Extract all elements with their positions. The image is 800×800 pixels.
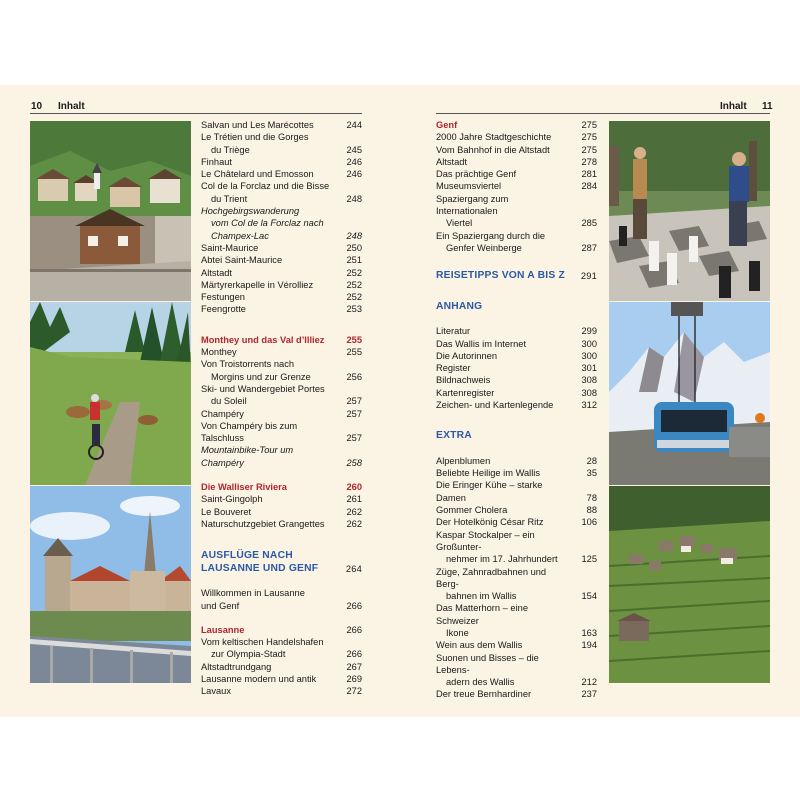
toc-entry-title: Kaspar Stockalper – ein Großunter- [436,529,535,552]
toc-entry-page: 154 [581,591,597,602]
toc-entry-title: Finhaut [201,156,233,167]
header-rule-right [436,113,770,114]
toc-entry[interactable] [201,217,362,229]
toc-entry[interactable] [436,131,597,143]
toc-entry-page: 256 [346,371,362,382]
toc-entry-page: 257 [346,408,362,419]
toc-entry-page: 194 [581,640,597,651]
chapter-title-line2: LAUSANNE UND GENF [201,562,319,574]
toc-entry-title: Ein Spaziergang durch die [436,230,546,241]
toc-entry[interactable] [201,673,362,685]
toc-entry-page: 299 [581,326,597,337]
giant-chess-geneva-photo [609,121,770,301]
toc-entry-page: 28 [586,455,597,466]
toc-entry-page: 88 [586,505,597,516]
toc-entry-page: 125 [581,554,597,565]
toc-entry[interactable] [201,358,362,370]
toc-entry-title: Von Champéry bis zum Talschluss [201,420,298,444]
toc-entry[interactable] [436,676,597,688]
toc-entry[interactable] [201,267,362,279]
toc-entry-page: 253 [346,304,362,315]
toc-entry-title: du Triège [211,144,250,155]
toc-entry-title: und Genf [201,600,240,611]
toc-entry-title: Col de la Forclaz und die Bisse [201,181,330,192]
toc-entry[interactable] [201,180,362,192]
toc-entry-title: Das prächtige Genf [436,169,517,180]
toc-entry[interactable] [201,144,362,156]
toc-entry[interactable] [436,338,597,350]
toc-entry-page: 300 [581,338,597,349]
toc-entry-title: Museumsviertel [436,181,502,192]
toc-entry-title: Le Châtelard und Emosson [201,169,314,180]
toc-entry-title: bahnen im Wallis [446,591,517,602]
toc-entry[interactable] [436,217,597,229]
toc-entry-title: Hochgebirgswanderung [201,206,300,217]
toc-entry[interactable] [201,254,362,266]
toc-entry-page: 252 [346,279,362,290]
toc-entry-page: 246 [346,156,362,167]
toc-entry[interactable] [201,205,362,217]
toc-entry-title: Salvan und Les Marécottes [201,120,314,130]
toc-section-monthey[interactable]: Monthey und das Val d’Illiez 255 [201,334,362,345]
toc-entry[interactable] [201,518,362,530]
toc-entry-title: Ski- und Wandergebiet Portes [201,383,325,394]
toc-entry-title: Saint-Maurice [201,242,259,253]
toc-entry[interactable] [201,303,362,315]
toc-entry-page: 278 [581,156,597,167]
toc-entry[interactable] [201,383,362,395]
toc-entry-title: Morgins und zur Grenze [211,371,311,382]
toc-entry[interactable] [436,639,597,651]
toc-entry-title: Der Hotelkönig César Ritz [436,517,544,528]
toc-entry[interactable] [436,688,597,700]
toc-entry[interactable] [436,374,597,386]
toc-entry-page: 255 [346,347,362,358]
toc-entry[interactable] [201,371,362,383]
toc-entry-title: Lausanne modern und antik [201,673,317,684]
header-rule-left [30,113,362,114]
mountain-biker-cows-photo [30,302,191,485]
toc-entry-title: Monthey [201,347,237,358]
toc-entry-title: Lavaux [201,686,231,697]
toc-entry[interactable] [201,648,362,660]
page-number-right: 11 [762,101,773,112]
toc-entry[interactable] [436,455,597,467]
toc-entry[interactable] [201,685,362,697]
toc-entry-title: Kartenregister [436,387,495,398]
toc-entry-title: Züge, Zahnradbahnen und Berg- [436,566,547,589]
toc-entry-title: Zeichen- und Kartenlegende [436,400,554,411]
toc-entry-page: 312 [581,400,597,411]
lausanne-cathedral-photo [30,486,191,683]
alpine-village-photo [30,121,191,301]
toc-entry[interactable] [436,504,597,516]
toc-entry[interactable] [436,529,597,554]
toc-entry-page: 35 [586,468,597,479]
toc-entry[interactable] [201,291,362,303]
toc-entry[interactable] [436,652,597,677]
toc-entry[interactable] [436,516,597,528]
toc-entry-page: 267 [346,661,362,672]
toc-entry-page: 245 [346,144,362,155]
toc-entry-page: 266 [346,600,362,611]
toc-entry-page: 281 [581,169,597,180]
toc-chapter-extra[interactable]: EXTRA [436,430,472,442]
toc-entry-title: Viertel [446,218,473,229]
toc-entry-page: 262 [346,518,362,529]
toc-entry[interactable] [436,230,597,242]
toc-entry[interactable] [201,444,362,469]
toc-entry-page: 106 [581,517,597,528]
toc-entry-page: 261 [346,494,362,505]
toc-entry-title: Champex-Lac [211,230,269,241]
toc-entry-page: 244 [346,120,362,130]
toc-entry-title: Altstadtrundgang [201,661,272,672]
toc-entry[interactable] [436,325,597,337]
toc-entry-title: du Trient [211,193,248,204]
toc-entry-page: 163 [581,628,597,638]
toc-entry[interactable] [201,193,362,205]
toc-left [201,119,362,698]
toc-entry[interactable] [201,661,362,673]
toc-entry-page: 252 [346,292,362,303]
toc-entry-title: nehmer im 17. Jahrhundert [446,554,558,565]
toc-entry-title: Wein aus dem Wallis [436,640,523,651]
toc-entry[interactable] [201,600,362,612]
toc-entry[interactable] [201,346,362,358]
toc-entry-page: 284 [581,181,597,192]
chapter-title-line1: AUSFLÜGE NACH [201,550,293,562]
toc-entry-title: Le Bouveret [201,506,252,517]
toc-entry[interactable] [436,627,597,639]
toc-entry-page: 250 [346,242,362,253]
toc-entry-title: du Soleil [211,396,247,407]
toc-entry-title: Märtyrerkapelle in Vérolliez [201,279,314,290]
toc-entry-page: 248 [346,193,362,204]
toc-right [436,119,597,701]
toc-entry[interactable] [436,479,597,504]
toc-entry[interactable] [436,350,597,362]
toc-entry[interactable] [436,602,597,627]
toc-entry-title: Champéry [201,408,244,419]
toc-entry-page: 248 [346,230,362,241]
toc-entry[interactable] [201,131,362,143]
toc-entry-page: 272 [346,686,362,697]
toc-entry[interactable] [201,279,362,291]
toc-entry[interactable] [436,156,597,168]
toc-entry[interactable] [201,587,362,599]
toc-entry-title: Das Wallis im Internet [436,338,527,349]
toc-entry-page: 266 [346,649,362,660]
toc-entry-title: Literatur [436,326,471,337]
toc-entry[interactable] [436,144,597,156]
toc-entry-title: Bildnachweis [436,375,491,386]
toc-entry-title: Vom keltischen Handelshafen [201,637,324,648]
running-head-right: Inhalt [720,101,747,112]
toc-entry[interactable] [436,467,597,479]
toc-entry[interactable] [201,230,362,242]
toc-entry-page: 246 [346,169,362,180]
toc-entry-title: Feengrotte [201,304,246,315]
toc-entry-title: Naturschutzgebiet Grangettes [201,518,325,529]
toc-entry-title: Die Autorinnen [436,350,497,361]
toc-entry-title: Festungen [201,292,245,303]
toc-entry-title: Alpenblumen [436,455,491,466]
toc-entry-title: Altstadt [436,156,468,167]
toc-entry-page: 308 [581,375,597,386]
toc-entry-page: 275 [581,144,597,155]
toc-entry[interactable] [201,156,362,168]
toc-entry-title: Gommer Cholera [436,505,508,516]
toc-entry-title: Das Matterhorn – eine Schweizer [436,603,528,626]
toc-entry[interactable] [201,408,362,420]
toc-entry[interactable] [436,168,597,180]
toc-entry-title: Ikone [446,628,469,638]
vineyard-village-photo [609,486,770,683]
toc-entry-page: 257 [346,433,362,444]
toc-entry-title: Beliebte Heilige im Wallis [436,468,541,479]
toc-entry-page: 287 [581,242,597,253]
toc-chapter-reisetipps[interactable]: REISETIPPS VON A BIS Z 291 [436,270,597,282]
toc-entry-page: 262 [346,506,362,517]
toc-entry-page: 308 [581,387,597,398]
toc-entry-title: Vom Bahnhof in die Altstadt [436,144,550,155]
toc-entry[interactable] [201,493,362,505]
toc-entry-page: 275 [581,132,597,143]
toc-entry-title: Altstadt [201,267,233,278]
toc-entry[interactable] [436,387,597,399]
toc-entry-page: 237 [581,689,597,700]
toc-entry-title: Genfer Weinberge [446,242,522,253]
toc-entry-page: 212 [581,677,597,688]
toc-entry-page: 258 [346,457,362,468]
toc-entry-page: 251 [346,255,362,266]
toc-section-genf[interactable]: Genf 275 [436,120,597,130]
toc-entry-page: 301 [581,363,597,374]
toc-entry-title: adern des Wallis [446,677,515,688]
toc-entry[interactable] [201,636,362,648]
toc-entry[interactable] [201,119,362,131]
toc-entry-title: vom Col de la Forclaz nach [211,218,324,229]
toc-entry[interactable] [436,180,597,192]
toc-entry-page: 252 [346,267,362,278]
toc-entry[interactable] [201,168,362,180]
toc-entry-title: Saint-Gingolph [201,494,263,505]
cable-car-mountains-photo [609,302,770,485]
page-number-left: 10 [31,101,43,112]
toc-entry[interactable] [201,506,362,518]
toc-entry[interactable] [436,553,597,565]
toc-entry[interactable] [436,590,597,602]
toc-entry-page: 78 [586,492,597,503]
toc-entry[interactable] [436,193,597,218]
toc-entry-title: Mountainbike-Tour um Champéry [201,445,294,468]
toc-section-riviera[interactable]: Die Walliser Riviera 260 [201,482,362,493]
toc-entry-page: 285 [581,218,597,229]
toc-chapter-ausfluege[interactable] [201,550,362,575]
toc-entry[interactable] [436,242,597,254]
toc-chapter-anhang[interactable]: ANHANG [436,300,483,312]
toc-entry-page: 257 [346,396,362,407]
toc-entry[interactable] [201,395,362,407]
toc-entry-title: Von Troistorrents nach [201,359,295,370]
toc-entry-title: Die Eringer Kühe – starke Damen [436,480,543,503]
toc-entry-page: 269 [346,673,362,684]
toc-section-lausanne[interactable]: Lausanne 266 [201,624,362,635]
toc-entry-title: Willkommen in Lausanne [201,588,305,599]
toc-entry[interactable] [201,242,362,254]
toc-entry-title: zur Olympia-Stadt [211,649,286,660]
toc-entry[interactable] [201,420,362,445]
chapter-page: 264 [345,563,362,574]
running-head-left: Inhalt [58,101,85,112]
toc-entry-page: 300 [581,350,597,361]
toc-entry-title: Der treue Bernhardiner [436,689,532,700]
toc-entry-title: Abtei Saint-Maurice [201,255,283,266]
toc-entry[interactable] [436,566,597,591]
toc-entry-title: Register [436,363,471,374]
toc-entry-title: Suonen und Bisses – die Lebens- [436,652,539,675]
toc-entry-title: 2000 Jahre Stadtgeschichte [436,132,552,143]
toc-entry[interactable] [436,399,597,411]
toc-entry[interactable] [436,362,597,374]
toc-entry-title: Spaziergang zum Internationalen [436,193,509,217]
toc-entry-title: Le Trétien und die Gorges [201,132,309,143]
